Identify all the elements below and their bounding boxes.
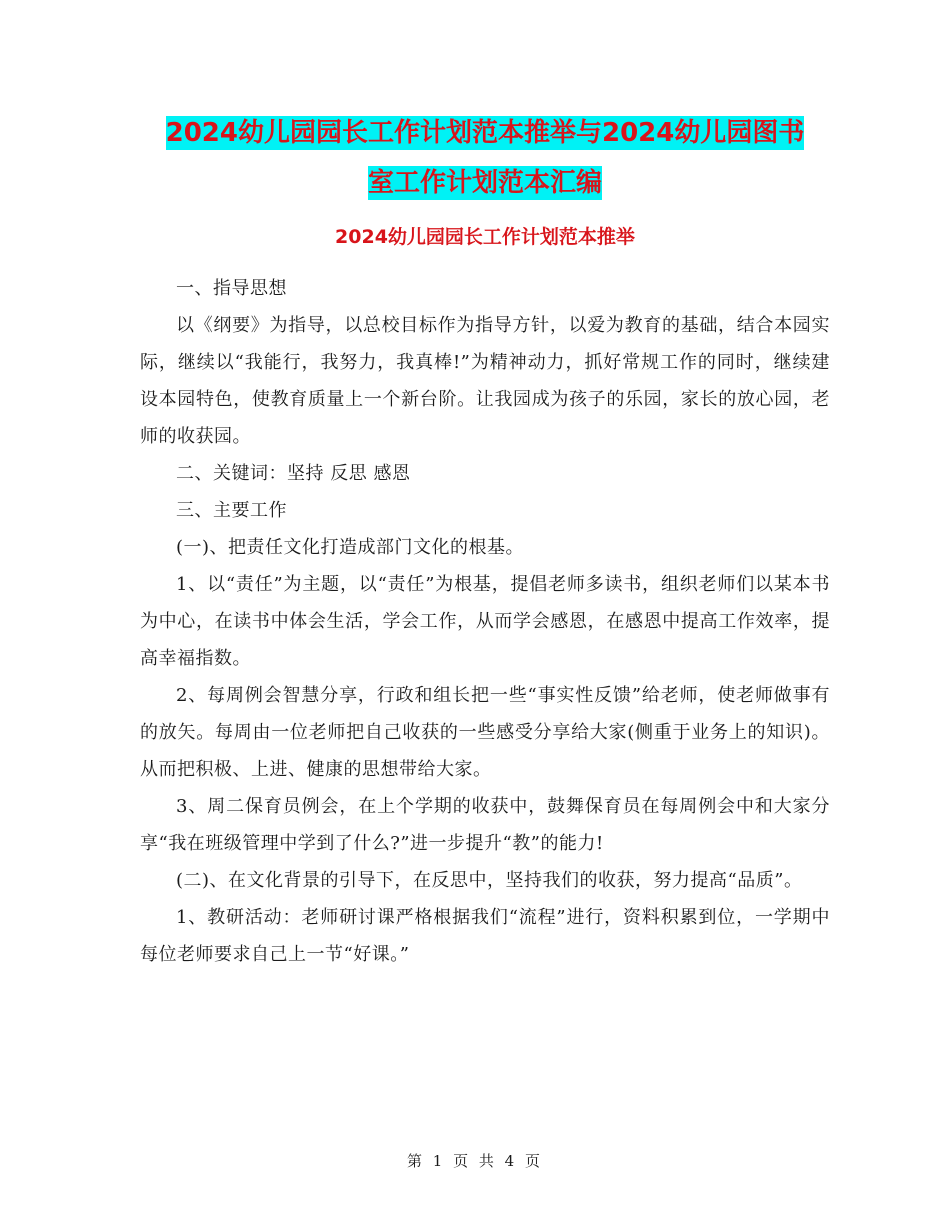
paragraph-5: (一)、把责任文化打造成部门文化的根基。: [176, 537, 525, 558]
paragraph-3: 二、关键词：坚持 反思 感恩: [176, 463, 411, 484]
paragraph-4: 三、主要工作: [176, 500, 287, 521]
paragraph-6: 1、以“责任”为主题，以“责任”为根基，提倡老师多读书，组织老师们以某本书为中心，在读书中体会生活，学会工作，从而学会感恩，在感恩中提高工作效率，提高幸福指数。: [140, 574, 830, 669]
document-body: [140, 270, 830, 973]
paragraph-9: (二)、在文化背景的引导下，在反思中，坚持我们的收获，努力提高“品质”。: [176, 870, 803, 891]
document-title: [140, 108, 830, 208]
paragraph-7: 2、每周例会智慧分享，行政和组长把一些“事实性反馈”给老师，使老师做事有的放矢。每周由一位老师把自己收获的一些感受分享给大家(侧重于业务上的知识)。从而把积极、上进、健康的思想带给大家。: [140, 685, 830, 780]
paragraph-8: 3、周二保育员例会，在上个学期的收获中，鼓舞保育员在每周例会中和大家分享“我在班级管理中学到了什么?”进一步提升“教”的能力!: [140, 796, 830, 854]
paragraph-1: 一、指导思想: [176, 278, 287, 299]
section-title: 2024幼儿园园长工作计划范本推举: [335, 226, 635, 248]
paragraph-10: 1、教研活动：老师研讨课严格根据我们“流程”进行，资料积累到位，一学期中每位老师要求自己上一节“好课。”: [140, 907, 830, 965]
title-line-2: 室工作计划范本汇编: [367, 168, 602, 198]
page-footer: 第 1 页 共 4 页: [407, 1152, 543, 1170]
title-line-1: 2024幼儿园园长工作计划范本推举与2024幼儿园图书: [165, 118, 805, 148]
paragraph-2: 以《纲要》为指导，以总校目标作为指导方针，以爱为教育的基础，结合本园实际，继续以“我能行，我努力，我真棒!”为精神动力，抓好常规工作的同时，继续建设本园特色，使教育质量上一个新台阶。让我园成为孩子的乐园，家长的放心园，老师的收获园。: [140, 315, 830, 447]
